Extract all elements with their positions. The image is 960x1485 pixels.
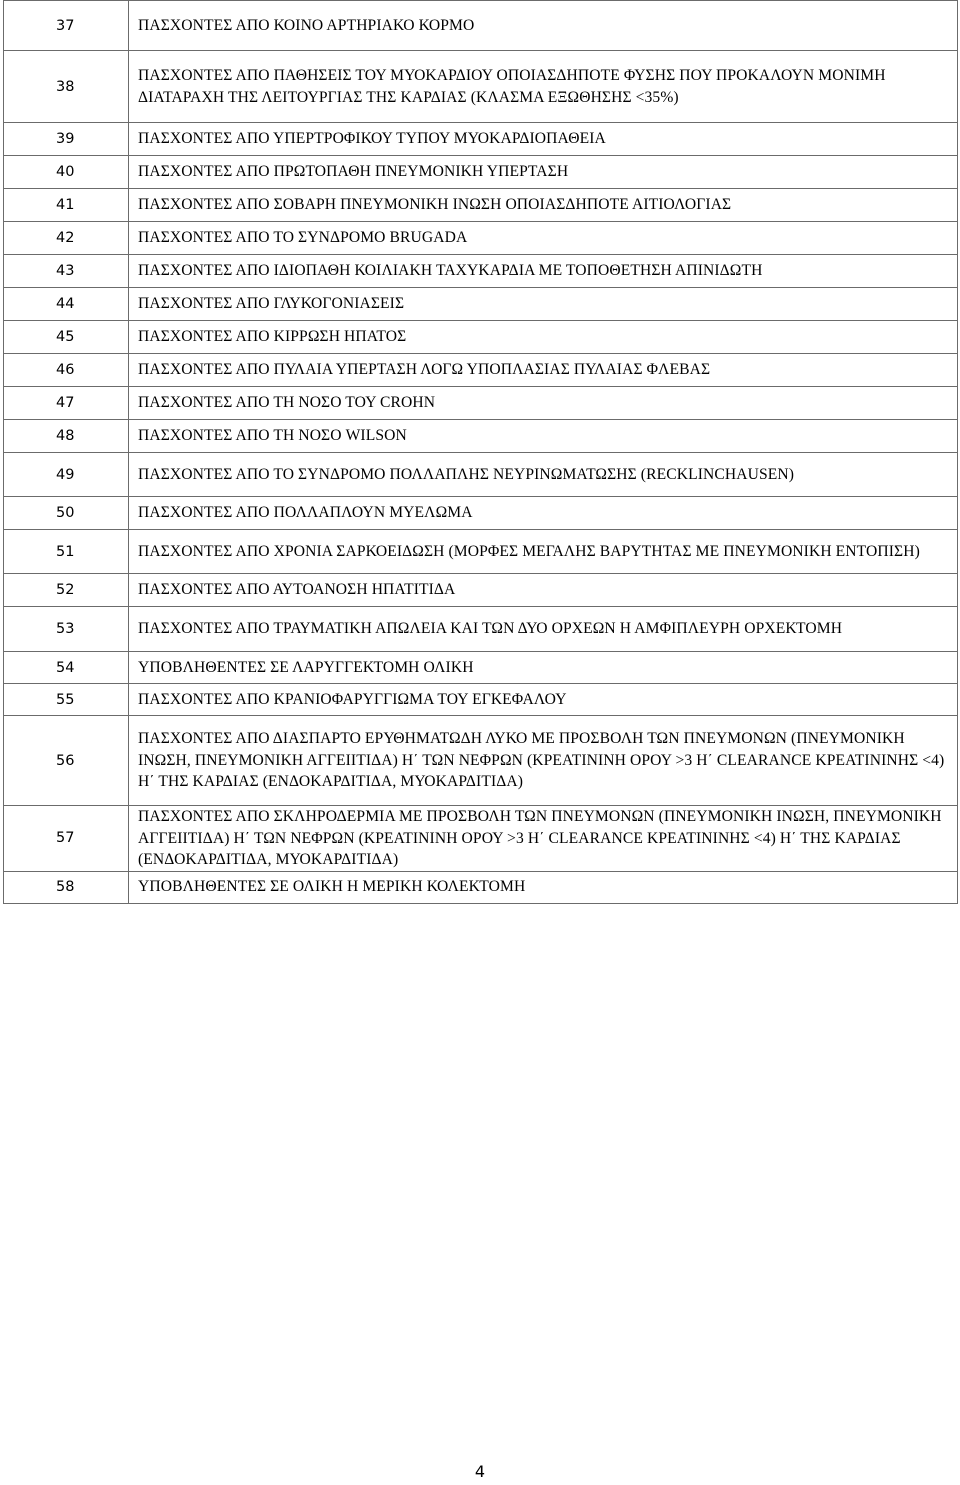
row-number: 49 [4,453,129,497]
table-row [4,1,958,51]
table-row [4,871,958,903]
row-number: 42 [4,222,129,255]
conditions-table [3,0,958,904]
row-number: 37 [4,1,129,51]
row-number: 43 [4,255,129,288]
row-number: 45 [4,321,129,354]
row-number: 52 [4,574,129,607]
row-number: 41 [4,189,129,222]
table-row [4,497,958,530]
row-description: ΠΑΣΧΟΝΤΕΣ ΑΠΟ ΤΟ ΣΥΝΔΡΟΜΟ ΠΟΛΛΑΠΛΗΣ ΝΕΥΡΙΝΩΜΑΤΩΣΗΣ (RECKLINCHAUSEN) [129,453,958,497]
row-description: ΠΑΣΧΟΝΤΕΣ ΑΠΟ ΤΡΑΥΜΑΤΙΚΗ ΑΠΩΛΕΙΑ ΚΑΙ ΤΩΝ ΔΥΟ ΟΡΧΕΩΝ Η ΑΜΦΙΠΛΕΥΡΗ ΟΡΧΕΚΤΟΜΗ [129,607,958,652]
table-row [4,321,958,354]
table-row [4,716,958,806]
row-number: 53 [4,607,129,652]
row-description: ΠΑΣΧΟΝΤΕΣ ΑΠΟ ΠΥΛΑΙΑ ΥΠΕΡΤΑΣΗ ΛΟΓΩ ΥΠΟΠΛΑΣΙΑΣ ΠΥΛΑΙΑΣ ΦΛΕΒΑΣ [129,354,958,387]
table-row [4,453,958,497]
table-row [4,123,958,156]
table-row [4,684,958,716]
row-number: 39 [4,123,129,156]
row-description: ΠΑΣΧΟΝΤΕΣ ΑΠΟ ΤΗ ΝΟΣΟ WILSON [129,420,958,453]
table-body [4,1,958,904]
row-description: ΠΑΣΧΟΝΤΕΣ ΑΠΟ ΚΡΑΝΙΟΦΑΡΥΓΓΙΩΜΑ ΤΟΥ ΕΓΚΕΦΑΛΟΥ [129,684,958,716]
row-number: 48 [4,420,129,453]
table-row [4,189,958,222]
row-description: ΠΑΣΧΟΝΤΕΣ ΑΠΟ ΥΠΕΡΤΡΟΦΙΚΟΥ ΤΥΠΟΥ ΜΥΟΚΑΡΔΙΟΠΑΘΕΙΑ [129,123,958,156]
table-row [4,574,958,607]
row-description: ΥΠΟΒΛΗΘΕΝΤΕΣ ΣΕ ΛΑΡΥΓΓΕΚΤΟΜΗ ΟΛΙΚΗ [129,652,958,684]
table-row [4,530,958,574]
row-description: ΠΑΣΧΟΝΤΕΣ ΑΠΟ ΑΥΤΟΑΝΟΣΗ ΗΠΑΤΙΤΙΔΑ [129,574,958,607]
row-description: ΠΑΣΧΟΝΤΕΣ ΑΠΟ ΙΔΙΟΠΑΘΗ ΚΟΙΛΙΑΚΗ ΤΑΧΥΚΑΡΔΙΑ ΜΕ ΤΟΠΟΘΕΤΗΣΗ ΑΠΙΝΙΔΩΤΗ [129,255,958,288]
table-row [4,222,958,255]
row-number: 38 [4,51,129,123]
row-description: ΠΑΣΧΟΝΤΕΣ ΑΠΟ ΠΑΘΗΣΕΙΣ ΤΟΥ ΜΥΟΚΑΡΔΙΟΥ ΟΠΟΙΑΣΔΗΠΟΤΕ ΦΥΣΗΣ ΠΟΥ ΠΡΟΚΑΛΟΥΝ ΜΟΝΙΜΗ ΔΙΑΤΑΡΑΧΗ ΤΗΣ ΛΕΙΤΟΥΡΓΙΑΣ ΤΗΣ ΚΑΡΔΙΑΣ (ΚΛΑΣΜΑ ΕΞΩΘΗΣΗΣ <35%) [129,51,958,123]
row-number: 46 [4,354,129,387]
table-row [4,420,958,453]
table-row [4,607,958,652]
row-number: 40 [4,156,129,189]
row-number: 58 [4,871,129,903]
row-number: 50 [4,497,129,530]
table-row [4,288,958,321]
table-row [4,806,958,872]
table-row [4,354,958,387]
row-description: ΥΠΟΒΛΗΘΕΝΤΕΣ ΣΕ ΟΛΙΚΗ Η ΜΕΡΙΚΗ ΚΟΛΕΚΤΟΜΗ [129,871,958,903]
row-description: ΠΑΣΧΟΝΤΕΣ ΑΠΟ ΣΟΒΑΡΗ ΠΝΕΥΜΟΝΙΚΗ ΙΝΩΣΗ ΟΠΟΙΑΣΔΗΠΟΤΕ ΑΙΤΙΟΛΟΓΙΑΣ [129,189,958,222]
row-description: ΠΑΣΧΟΝΤΕΣ ΑΠΟ ΤΗ ΝΟΣΟ ΤΟΥ CROHN [129,387,958,420]
row-description: ΠΑΣΧΟΝΤΕΣ ΑΠΟ ΚΙΡΡΩΣΗ ΗΠΑΤΟΣ [129,321,958,354]
table-row [4,51,958,123]
row-number: 54 [4,652,129,684]
row-description: ΠΑΣΧΟΝΤΕΣ ΑΠΟ ΠΡΩΤΟΠΑΘΗ ΠΝΕΥΜΟΝΙΚΗ ΥΠΕΡΤΑΣΗ [129,156,958,189]
row-description: ΠΑΣΧΟΝΤΕΣ ΑΠΟ ΣΚΛΗΡΟΔΕΡΜΙΑ ΜΕ ΠΡΟΣΒΟΛΗ ΤΩΝ ΠΝΕΥΜΟΝΩΝ (ΠΝΕΥΜΟΝΙΚΗ ΙΝΩΣΗ, ΠΝΕΥΜΟΝΙΚΗ ΑΓΓΕΙΙΤΙΔΑ) Η΄ ΤΩΝ ΝΕΦΡΩΝ (ΚΡΕΑΤΙΝΙΝΗ ΟΡΟΥ >3 Η΄ CLEARANCE ΚΡΕΑΤΙΝΙΝΗΣ <4) Η΄ ΤΗΣ ΚΑΡΔΙΑΣ (ΕΝΔΟΚΑΡΔΙΤΙΔΑ, ΜΥΟΚΑΡΔΙΤΙΔΑ) [129,806,958,872]
row-number: 57 [4,806,129,872]
table-row [4,652,958,684]
row-description: ΠΑΣΧΟΝΤΕΣ ΑΠΟ ΓΛΥΚΟΓΟΝΙΑΣΕΙΣ [129,288,958,321]
table-row [4,255,958,288]
row-number: 56 [4,716,129,806]
row-number: 47 [4,387,129,420]
row-description: ΠΑΣΧΟΝΤΕΣ ΑΠΟ ΠΟΛΛΑΠΛΟΥΝ ΜΥΕΛΩΜΑ [129,497,958,530]
table-row [4,156,958,189]
row-number: 44 [4,288,129,321]
row-number: 51 [4,530,129,574]
row-description: ΠΑΣΧΟΝΤΕΣ ΑΠΟ ΧΡΟΝΙΑ ΣΑΡΚΟΕΙΔΩΣΗ (ΜΟΡΦΕΣ ΜΕΓΑΛΗΣ ΒΑΡΥΤΗΤΑΣ ΜΕ ΠΝΕΥΜΟΝΙΚΗ ΕΝΤΟΠΙΣΗ) [129,530,958,574]
page-number: 4 [474,1462,486,1481]
row-description: ΠΑΣΧΟΝΤΕΣ ΑΠΟ ΔΙΑΣΠΑΡΤΟ ΕΡΥΘΗΜΑΤΩΔΗ ΛΥΚΟ ΜΕ ΠΡΟΣΒΟΛΗ ΤΩΝ ΠΝΕΥΜΟΝΩΝ (ΠΝΕΥΜΟΝΙΚΗ ΙΝΩΣΗ, ΠΝΕΥΜΟΝΙΚΗ ΑΓΓΕΙΙΤΙΔΑ) Η΄ ΤΩΝ ΝΕΦΡΩΝ (ΚΡΕΑΤΙΝΙΝΗ ΟΡΟΥ >3 Η΄ CLEARANCE ΚΡΕΑΤΙΝΙΝΗΣ <4) Η΄ ΤΗΣ ΚΑΡΔΙΑΣ (ΕΝΔΟΚΑΡΔΙΤΙΔΑ, ΜΥΟΚΑΡΔΙΤΙΔΑ) [129,716,958,806]
row-description: ΠΑΣΧΟΝΤΕΣ ΑΠΟ ΚΟΙΝΟ ΑΡΤΗΡΙΑΚΟ ΚΟΡΜΟ [129,1,958,51]
row-number: 55 [4,684,129,716]
row-description: ΠΑΣΧΟΝΤΕΣ ΑΠΟ ΤΟ ΣΥΝΔΡΟΜΟ BRUGADA [129,222,958,255]
table-row [4,387,958,420]
